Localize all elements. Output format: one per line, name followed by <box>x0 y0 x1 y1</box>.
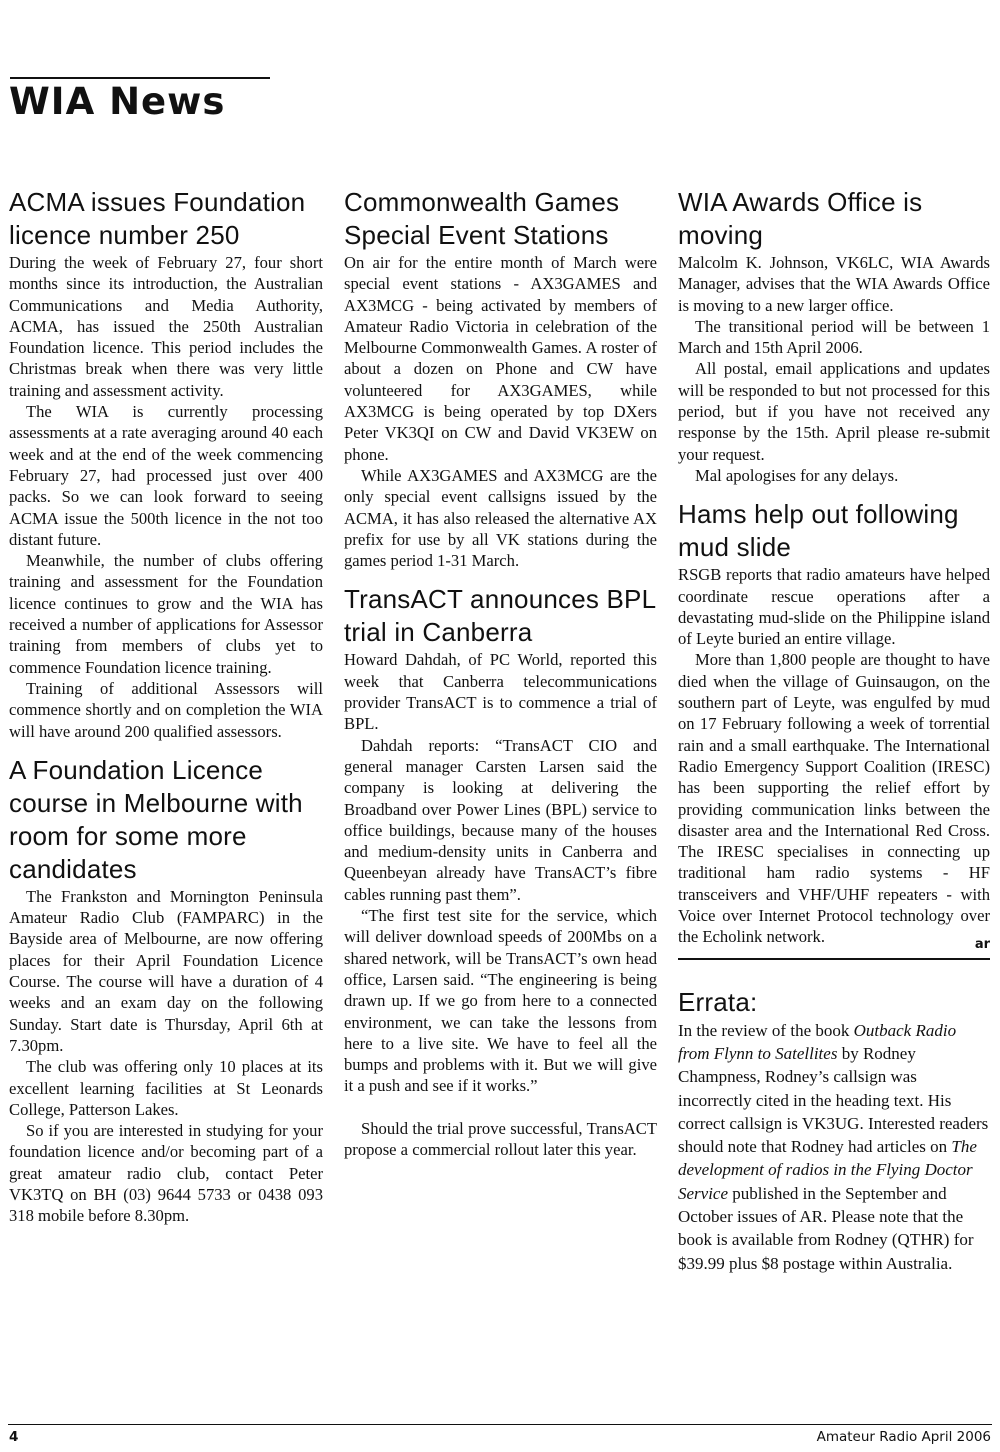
article-heading-commonwealth-games: Commonwealth Games Special Event Stations <box>344 187 620 250</box>
errata-text: In the review of the book <box>678 1020 854 1040</box>
article-paragraph: The club was offering only 10 places at its excellent learning facilities at St Leonards College, Patterson Lakes. <box>9 1057 323 1119</box>
end-of-article-rule <box>678 936 990 986</box>
column-2 <box>344 186 657 1160</box>
errata-heading: Errata: <box>678 986 758 1017</box>
article-paragraph: “The first test site for the service, which will deliver download speeds of 200Mbs on a shared network, will be TransACT’s own head office, Larsen said. “The engineering is being drawn up. If we go from here to a connected environment, we can take the lessons from here to a live site. We have to feel all the bumps and problems with it. But we will give it a push and see if it works.” <box>344 906 657 1096</box>
column-1 <box>9 186 323 1227</box>
article-paragraph: RSGB reports that radio amateurs have helped coordinate rescue operations after a devastating mud-slide on the Philippine island of Leyte buried an entire village. <box>678 565 990 649</box>
masthead-title: WIA News <box>9 80 226 123</box>
end-mark: ar <box>974 936 990 952</box>
article-paragraph: During the week of February 27, four short months since its introduction, the Australian Communications and Media Authority, ACMA, has issued the 250th Australian Foundation licence. This period includes the Christmas break when there was very little training and assessment activity. <box>9 253 323 400</box>
article-paragraph: Howard Dahdah, of PC World, reported this week that Canberra telecommunications provider TransACT is to commence a trial of BPL. <box>344 650 657 734</box>
page-number: 4 <box>9 1429 19 1445</box>
article-heading-foundation-course: A Foundation Licence course in Melbourne with room for some more candidates <box>9 754 303 884</box>
errata-article-title: The development of radios in the Flying Doctor Service <box>678 1137 977 1203</box>
article-heading-transact-bpl: TransACT announces BPL trial in Canberra <box>344 584 656 648</box>
errata-paragraph <box>678 1019 990 1275</box>
article-paragraph: All postal, email applications and updates will be responded to but not processed for this period, but if you have not received any response by the 15th. April please re-submit your request. <box>678 359 990 464</box>
article-paragraph: Meanwhile, the number of clubs offering training and assessment for the Foundation licence continues to grow and the WIA has received a number of applications for Assessor training from members of clubs yet to commence Foundation licence training. <box>9 551 323 677</box>
footer-rule <box>8 1424 992 1425</box>
article-paragraph: So if you are interested in studying for your foundation licence and/or becoming part of a great amateur radio club, contact Peter VK3TQ on BH (03) 9644 5733 or 0438 093 318 mobile before 8.30pm. <box>9 1121 323 1226</box>
article-paragraph: Should the trial prove successful, TransACT propose a commercial rollout later this year. <box>344 1118 657 1159</box>
article-paragraph: The Frankston and Mornington Peninsula Amateur Radio Club (FAMPARC) in the Bayside area of Melbourne, are now offering places for their April Foundation Licence Course. The course will have a duration of 4 weeks and an exam day on the following Sunday. Start date is Thursday, April 6th at 7.30pm. <box>9 886 323 1055</box>
column-3 <box>678 186 990 1275</box>
article-paragraph: The WIA is currently processing assessments at a rate averaging around 40 each week and at the end of the week commencing February 27, had processed just over 400 packs. So we can look forward to seeing ACMA issue the 500th licence in the not too distant future. <box>9 402 323 549</box>
paragraph-spacer <box>344 1097 657 1118</box>
errata-text: by Rodney Champness, Rodney’s callsign was incorrectly cited in the heading text. His correct callsign is VK3UG. Interested readers should note that Rodney had articles on <box>678 1043 989 1157</box>
article-paragraph: While AX3GAMES and AX3MCG are the only special event callsigns issued by the ACMA, it has also released the alternative AX prefix for use by all VK stations during the games period 1-31 March. <box>344 465 657 571</box>
article-heading-mud-slide: Hams help out following mud slide <box>678 499 959 563</box>
article-heading-awards-office: WIA Awards Office is moving <box>678 187 923 250</box>
errata-book-title: Outback Radio from Flynn to Satellites <box>678 1020 957 1063</box>
publication-info: Amateur Radio April 2006 <box>816 1429 991 1445</box>
article-paragraph: The transitional period will be between 1 March and 15th April 2006. <box>678 316 990 358</box>
article-paragraph: Malcolm K. Johnson, VK6LC, WIA Awards Manager, advises that the WIA Awards Office is moving to a new larger office. <box>678 253 990 315</box>
article-paragraph: Training of additional Assessors will commence shortly and on completion the WIA will have around 200 qualified assessors. <box>9 678 323 741</box>
article-paragraph: Dahdah reports: “TransACT CIO and general manager Carsten Larsen said the company is looking at delivering the Broadband over Power Lines (BPL) service to office buildings, because many of the houses and medium-density units in Canberra and Queenbeyan already have TransACT’s fibre cables running past them”. <box>344 735 657 904</box>
article-paragraph: On air for the entire month of March were special event stations - AX3GAMES and AX3MCG - being activated by members of Amateur Radio Victoria in celebration of the Melbourne Commonwealth Games. A roster of about a dozen on Phone and CW have volunteered for AX3GAMES, while AX3MCG is being operated by top DXers Peter VK3QI on CW and David VK3EW on phone. <box>344 253 657 464</box>
errata-text: published in the September and October issues of AR. Please note that the book is available from Rodney (QTHR) for $39.99 plus $8 postage within Australia. <box>678 1183 974 1273</box>
article-paragraph: More than 1,800 people are thought to have died when the village of Guinsaugon, on the southern part of Leyte, was engulfed by mud on 17 February following a week of torrential rain and a small earthquake. The International Radio Emergency Support Coalition (IRESC) has been supporting the relief effort by providing communication links between the disaster area and the International Red Cross. The IRESC specialises in connecting up traditional ham radio systems - HF transceivers and VHF/UHF repeaters - with Voice over Internet Protocol technology over the Echolink network. <box>678 650 990 947</box>
article-paragraph: Mal apologises for any delays. <box>695 465 899 485</box>
masthead-rule <box>10 77 270 79</box>
article-heading-acma: ACMA issues Foundation licence number 250 <box>9 187 306 250</box>
